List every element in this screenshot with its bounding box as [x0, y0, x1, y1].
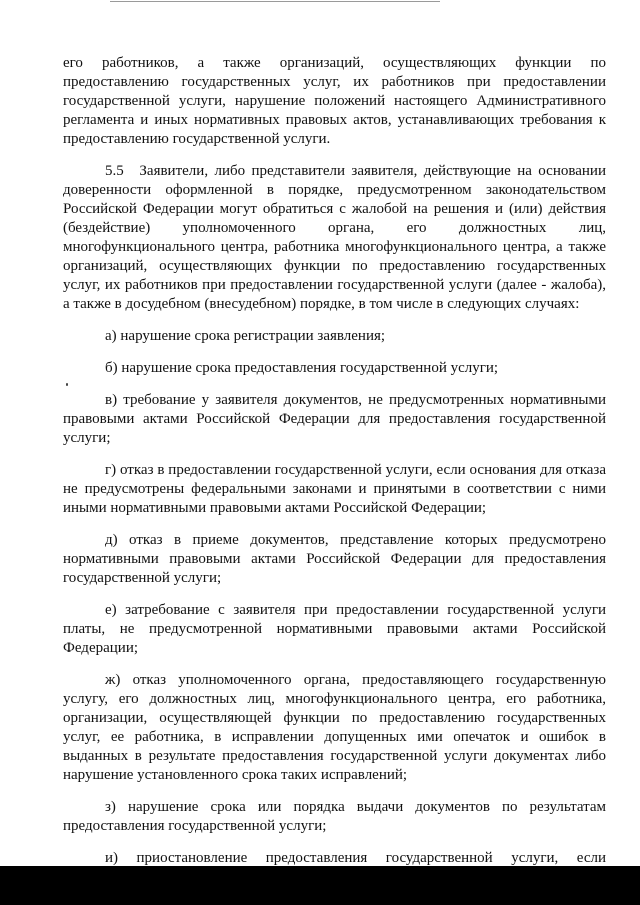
list-item-a: а) нарушение срока регистрации заявления; — [105, 328, 386, 344]
list-item-g: г) отказ в предоставлении государственной услуги, если основания для отказа не предусмотрены федеральными законами и принятыми в соответствии с ними иными нормативными правовыми актами Российской Федерации; — [63, 462, 606, 516]
scan-bottom-black-bar — [0, 866, 640, 905]
section-number: 5.5 — [105, 163, 124, 179]
list-item-i: и) приостановление предоставления государственной услуги, если — [105, 850, 606, 866]
section-text: Заявители, либо представители заявителя, действующие на основании доверенности оформленной в порядке, предусмотренном законодательством Российской Федерации могут обратиться с жалобой на решения и (или) действия (бездействие) уполномоченного органа, его должностных лиц, многофункционального центра, работника многофункционального центра, а также организаций, осуществляющих функции по предоставлению государственных услуг, их работников при предоставлении государственной услуги (далее - жалоба), а также в досудебном (внесудебном) порядке, в том числе в следующих случаях: — [63, 163, 606, 312]
list-item-z: з) нарушение срока или порядка выдачи документов по результатам предоставления государственной услуги; — [63, 799, 606, 834]
list-item-v: в) требование у заявителя документов, не предусмотренных нормативными правовыми актами Российской Федерации для предоставления государственной услуги; — [63, 392, 606, 446]
intro-paragraph: его работников, а также организаций, осуществляющих функции по предоставлению государственных услуг, их работников при предоставлении государственной услуги, нарушение положений настоящего Административного регламента и иных нормативных правовых актов, устанавливающих требования к предоставлению государственной услуги. — [63, 55, 606, 147]
list-item-b: б) нарушение срока предоставления государственной услуги; — [105, 360, 499, 376]
document-body — [63, 54, 606, 868]
list-item-zh: ж) отказ уполномоченного органа, предоставляющего государственную услугу, его должностных лиц, многофункционального центра, его работника, организации, осуществляющей функции по предоставлению государственных услуг, ее работника, в исправлении допущенных ими опечаток и ошибок в выданных в результате предоставления государственной услуги документах либо нарушение установленного срока таких исправлений; — [63, 672, 606, 783]
scan-edge-line — [110, 1, 440, 2]
list-item-d: д) отказ в приеме документов, представление которых предусмотрено нормативными правовыми актами Российской Федерации для предоставления государственной услуги; — [63, 532, 606, 586]
section-5-5-paragraph — [63, 162, 606, 314]
list-item-e: е) затребование с заявителя при предоставлении государственной услуги платы, не предусмотренной нормативными правовыми актами Российской Федерации; — [63, 602, 606, 656]
